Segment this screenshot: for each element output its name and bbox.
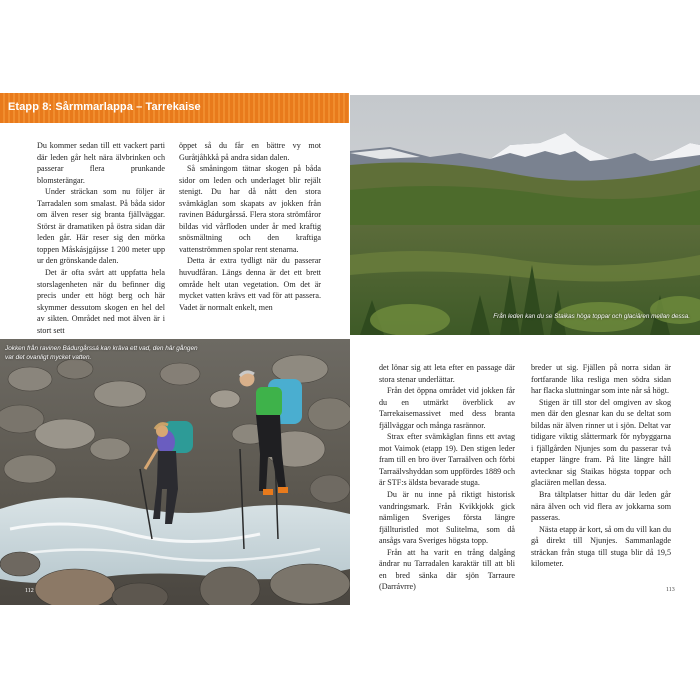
- right-column-1: [379, 362, 515, 593]
- page-number-right: 113: [666, 587, 675, 593]
- mountain-valley-photo: [350, 95, 700, 335]
- paragraph: Från att ha varit en trång dalgång ändrar nu Tarradalen karaktär till att bli en bred sänka där sjön Tarraure (Darrávrre): [379, 547, 515, 592]
- paragraph: Du kommer sedan till ett vackert parti där leden går helt nära älvbrinken och passerar flera prunkande blomsterängar.: [37, 141, 165, 185]
- paragraph: Du är nu inne på riktigt historisk vandringsmark. Från Kvikkjokk gick nämligen Sveriges första längre fjällturistled mot Sulitelma, som då ansågs vara Sveriges högsta topp.: [379, 490, 515, 546]
- left-column-1: [37, 140, 165, 336]
- paragraph: Detta är extra tydligt när du passerar huvudfåran. Längs denna är det ett brett område helt utan vegetation. Om det är mycket vatten krävs ett vad för att passera. Vadet är normalt enkelt, men: [179, 256, 321, 312]
- left-column-2: [179, 140, 321, 313]
- paragraph: Strax efter svämkäglan finns ett avtag mot Vaimok (etapp 19). Den stigen leder fram till en bro över Tarraälven och förbi Tarraälvshyddan som uppfördes 1889 och är STF:s äldsta bevarade stuga.: [379, 432, 515, 488]
- paragraph: Stigen är till stor del omgiven av skog men där den glesnar kan du se deltat som bildas när älven rinner ut i sjön. Deltat var tidigare viktig slåttermark för nybyggarna i fjällgården Njunjes som du passerar två etapper längre fram. På lite längre håll avtecknar sig Staikas högsta toppar och glaciären mellan dessa.: [531, 397, 671, 488]
- paragraph: breder ut sig. Fjällen på norra sidan är fortfarande lika resliga men södra sidan har flacka sluttningar som inte når så högt.: [531, 363, 671, 396]
- hikers-crossing-stream-photo: [0, 339, 350, 605]
- chapter-title: Etapp 8: Sårmmarlappa – Tarrekaise: [8, 101, 201, 113]
- book-spread: [0, 93, 700, 605]
- paragraph: Det är ofta svårt att uppfatta hela storslagenheten när du befinner dig precis under ett högt berg och här skymmer dessutom skogen en hel del av sikten. Området ned mot älven är i stort sett: [37, 268, 165, 335]
- paragraph: Bra tältplatser hittar du där leden går nära älven och vid flera av jokkarna som passeras.: [531, 490, 671, 523]
- photo-caption-left: Jokken från ravinen Bádurgårssá kan kräva ett vad, den här gången var det ovanligt mycket vatten.: [5, 345, 198, 361]
- photo-caption-right: Från leden kan du se Staikas höga toppar och glaciären mellan dessa.: [493, 313, 690, 320]
- paragraph: Från det öppna området vid jokken får du en utmärkt överblick av Tarrekaisemassivet med dess branta fjällväggar och många rasrännor.: [379, 386, 515, 430]
- right-column-2: [531, 362, 671, 570]
- left-page: [0, 93, 350, 605]
- paragraph: det lönar sig att leta efter en passage där stora stenar underlättar.: [379, 363, 515, 384]
- paragraph: Nästa etapp är kort, så om du vill kan du gå direkt till Njunjes. Sammanlagde sträckan från stuga till stuga blir då 19,5 kilometer.: [531, 524, 671, 569]
- paragraph: Under sträckan som nu följer är Tarradalen som smalast. På båda sidor om älven reser sig branta fjällväggar. Störst är dramatiken på östra sidan där leden går. Här reser sig den mörka toppen Måskásjgájsse 1 200 meter upp ur den grönskande dalen.: [37, 187, 165, 266]
- page-number-left: 112: [25, 588, 34, 594]
- right-page: [350, 93, 700, 605]
- chapter-header-bar: [0, 93, 349, 123]
- paragraph: öppet så du får en bättre vy mot Guråtjåhkkå på andra sidan dalen.: [179, 141, 321, 162]
- paragraph: Så småningom tätnar skogen på båda sidor om leden och underlaget blir rejält stenigt. Du har då nått den stora svämkäglan som skapats av jokken från ravinen Bádurgårssá. Flera stora strömfåror bildas vid vårfloden under år med kraftig snösmältning och den kraftiga vattenströmmen spolar rent stenarna.: [179, 164, 321, 254]
